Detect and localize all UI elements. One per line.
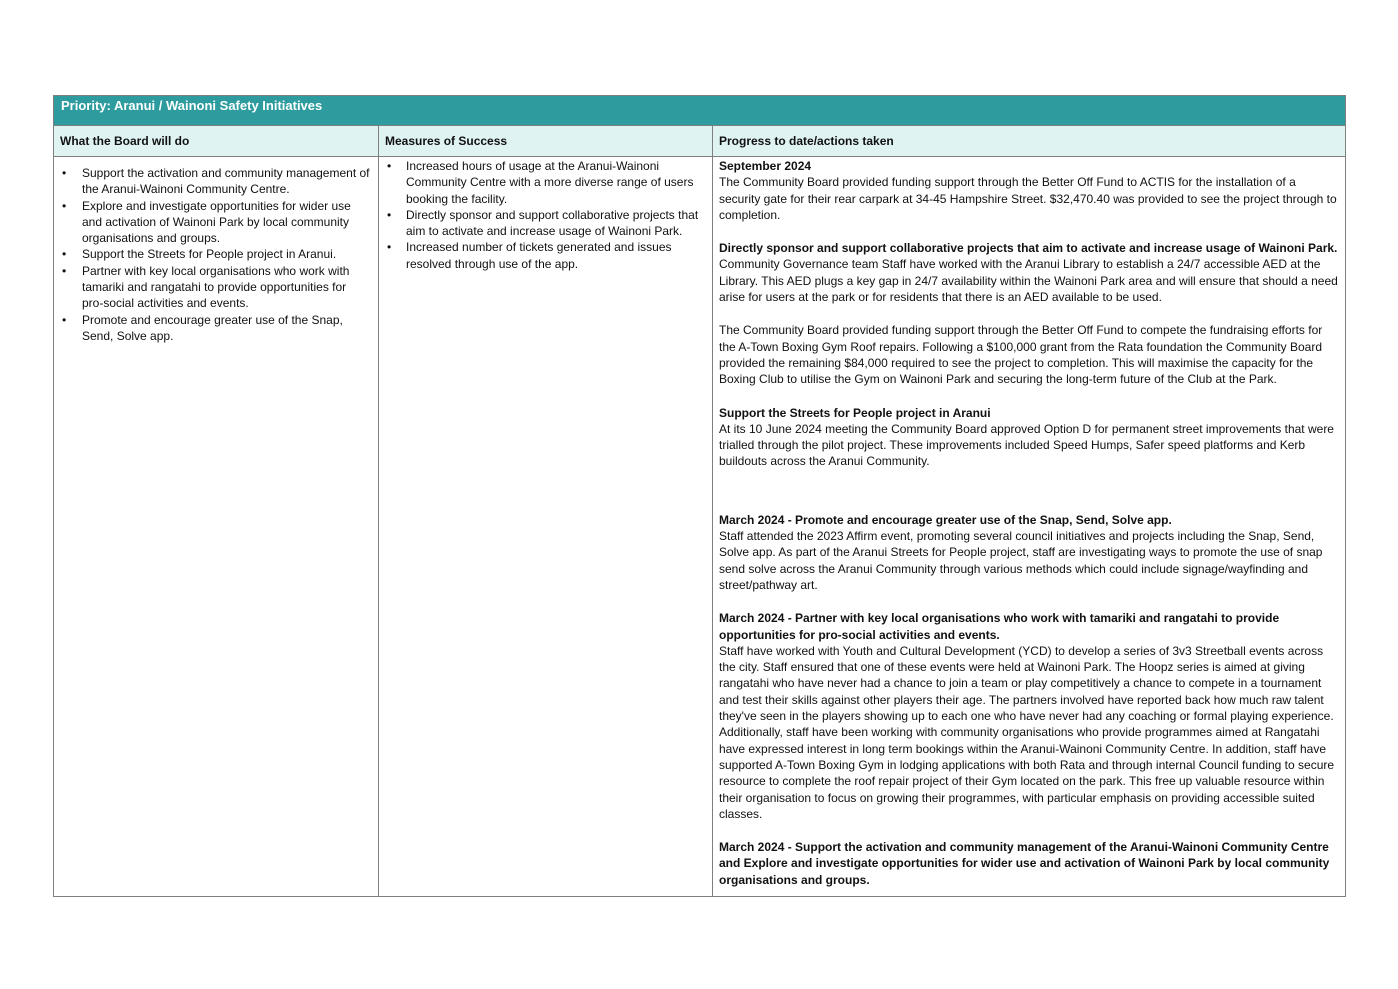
list-item: • Support the activation and community management of the Aranui-Wainoni Community Centre. <box>54 165 370 198</box>
header-measures: Measures of Success <box>379 126 713 156</box>
board-actions-list <box>54 165 370 344</box>
progress-heading: March 2024 - Support the activation and community management of the Aranui-Wainoni Community Centre and Explore and investigate opportunities for wider use and activation of Wainoni Park by local community organisations and groups. <box>719 840 1330 887</box>
priority-table <box>53 95 1346 897</box>
spacer <box>719 305 1338 322</box>
progress-heading: Directly sponsor and support collaborative projects that aim to activate and increase usage of Wainoni Park. <box>719 241 1338 256</box>
list-item: • Explore and investigate opportunities for wider use and activation of Wainoni Park by local community organisations and groups. <box>54 198 370 247</box>
progress-heading: March 2024 - Partner with key local organisations who work with tamariki and rangatahi to provide opportunities for pro-social activities and events. <box>719 611 1280 642</box>
column-headers <box>54 126 1345 157</box>
list-item: • Increased hours of usage at the Aranui-Wainoni Community Centre with a more diverse range of users booking the facility. <box>379 158 702 207</box>
progress-heading: Support the Streets for People project in Aranui <box>719 405 991 420</box>
spacer <box>719 822 1338 839</box>
progress-heading: March 2024 - Promote and encourage greater use of the Snap, Send, Solve app. <box>719 512 1172 527</box>
spacer <box>719 388 1338 405</box>
list-item: • Support the Streets for People project in Aranui. <box>54 246 370 262</box>
list-item: • Directly sponsor and support collaborative projects that aim to activate and increase usage of Wainoni Park. <box>379 207 702 240</box>
header-board-actions: What the Board will do <box>54 126 379 156</box>
priority-header: Priority: Aranui / Wainoni Safety Initiatives <box>54 96 1345 126</box>
spacer <box>719 495 1338 512</box>
list-item: • Increased number of tickets generated and issues resolved through use of the app. <box>379 239 702 272</box>
progress-text: Community Governance team Staff have worked with the Aranui Library to establish a 24/7 accessible AED at the Library. This AED plugs a key gap in 24/7 availability within the Wainoni Park area and will ensure that should a need arise for users at the park or for residents that there is an AED available to be used. <box>719 257 1338 305</box>
progress-text: Staff attended the 2023 Affirm event, promoting several council initiatives and projects including the Snap, Send, Solve app. As part of the Aranui Streets for People project, staff are investigating ways to promote the use of snap send solve across the Aranui Community through various methods which could include signage/wayfinding and street/pathway art. <box>719 529 1323 592</box>
list-item: • Promote and encourage greater use of the Snap, Send, Solve app. <box>54 312 370 345</box>
progress-cell <box>713 157 1345 896</box>
list-item: • Partner with key local organisations who work with tamariki and rangatahi to provide opportunities for pro-social activities and events. <box>54 263 370 312</box>
board-actions-cell <box>54 157 379 896</box>
table-body <box>54 157 1345 896</box>
dense-section <box>719 512 1338 888</box>
measures-cell <box>379 157 713 896</box>
spacer <box>719 593 1338 610</box>
progress-text: Staff have worked with Youth and Cultural Development (YCD) to develop a series of 3v3 Streetball events across the city. Staff ensured that one of these events were held at Wainoni Park. The Hoopz series is aimed at giving rangatahi who have never had a chance to join a team or play competitively a chance to compete in a tournament and test their skills against other players their age. The partners involved have reported back how much raw talent they've seen in the players showing up to each one who have never had any coaching or formal playing experience. Additionally, staff have been working with community organisations who provide programmes aimed at Rangatahi have expressed interest in long term bookings within the Aranui-Wainoni Community Centre. In addition, staff have supported A-Town Boxing Gym in lodging applications with both Rata and through internal Council funding to secure resource to complete the roof repair project of their Gym located on the park. This free up valuable resource within their organisation to focus on growing their programmes, with particular emphasis on providing accessible suited classes. <box>719 643 1335 821</box>
header-progress: Progress to date/actions taken <box>719 134 894 148</box>
spacer <box>719 470 1338 495</box>
progress-heading: September 2024 <box>719 159 812 173</box>
progress-text: The Community Board provided funding support through the Better Off Fund to compete the fundraising efforts for the A-Town Boxing Gym Roof repairs. Following a $100,000 grant from the Rata foundation the Community Board provided the remaining $84,000 required to see the project to completion. This will maximise the capacity for the Boxing Club to utilise the Gym on Wainoni Park and securing the long-term future of the Club at the Park. <box>719 323 1323 387</box>
progress-text: At its 10 June 2024 meeting the Community Board approved Option D for permanent street improvements that were trialled through the pilot project. These improvements included Speed Humps, Safer speed platforms and Kerb buildouts across the Aranui Community. <box>719 421 1334 469</box>
progress-text: The Community Board provided funding support through the Better Off Fund to ACTIS for the installation of a security gate for their rear carpark at 34-45 Hampshire Street. $32,470.40 was provided to see the project through to completion. <box>719 175 1337 222</box>
spacer <box>719 223 1338 240</box>
measures-list <box>379 158 702 272</box>
